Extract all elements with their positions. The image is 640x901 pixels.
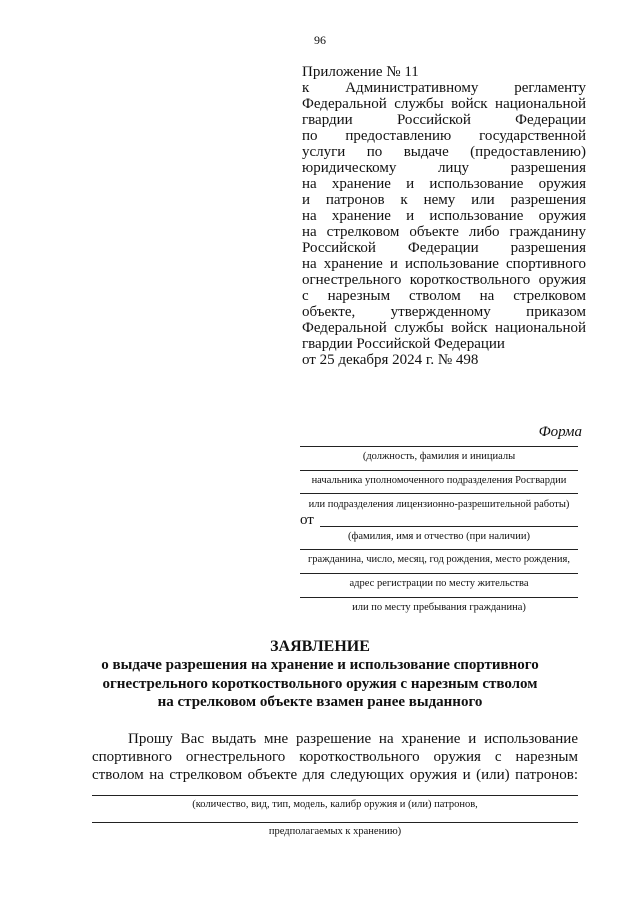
appendix-line: юридическому лицу разрешения — [302, 160, 586, 176]
applicant-address-field[interactable] — [300, 573, 578, 574]
appendix-line: по предоставлению государственной — [302, 128, 586, 144]
body-line: Прошу Вас выдать мне разрешение на хранение и использование — [128, 731, 578, 747]
document-subtitle-line: огнестрельного короткоствольного оружия с нарезным стволом — [102, 676, 538, 692]
field-caption: (должность, фамилия и инициалы — [362, 451, 516, 462]
position-name-field[interactable] — [300, 446, 578, 447]
appendix-line: на хранение и использование спортивного — [302, 256, 586, 272]
addressee-field-3[interactable] — [300, 493, 578, 494]
appendix-header — [302, 64, 586, 368]
field-caption: предполагаемых к хранению) — [268, 826, 402, 837]
weapons-field[interactable] — [92, 795, 578, 796]
field-caption: или подразделения лицензионно-разрешительной работы) — [308, 499, 570, 510]
applicant-birth-field[interactable] — [300, 549, 578, 550]
field-caption: или по месту пребывания гражданина) — [352, 602, 526, 613]
form-label: Форма — [538, 424, 582, 440]
field-caption: гражданина, число, месяц, год рождения, место рождения, — [308, 554, 570, 565]
appendix-line: с нарезным стволом на стрелковом — [302, 288, 586, 304]
appendix-line: Российской Федерации разрешения — [302, 240, 586, 256]
appendix-line: Федеральной службы войск национальной — [302, 320, 586, 336]
appendix-line: услуги по выдаче (предоставлению) — [302, 144, 586, 160]
from-label: от — [300, 512, 314, 528]
appendix-line: гвардии Российской Федерации — [302, 112, 586, 128]
applicant-name-field[interactable] — [320, 526, 578, 527]
field-caption: (количество, вид, тип, модель, калибр оружия и (или) патронов, — [192, 799, 478, 810]
appendix-line: Приложение № 11 — [302, 64, 419, 80]
appendix-line: на хранение и использование оружия — [302, 208, 586, 224]
appendix-line: гвардии Российской Федерации — [302, 336, 505, 352]
addressee-field-2[interactable] — [300, 470, 578, 471]
document-subtitle-line: о выдаче разрешения на хранение и использование спортивного — [101, 657, 539, 673]
document-subtitle-line: на стрелковом объекте взамен ранее выданного — [157, 694, 483, 710]
appendix-line: на стрелковом объекте либо гражданину — [302, 224, 586, 240]
applicant-stay-field[interactable] — [300, 597, 578, 598]
appendix-line: объекте, утвержденному приказом — [302, 304, 586, 320]
appendix-line: и патронов к нему или разрешения — [302, 192, 586, 208]
appendix-line: огнестрельного короткоствольного оружия — [302, 272, 586, 288]
weapons-field-2[interactable] — [92, 822, 578, 823]
appendix-line: Федеральной службы войск национальной — [302, 96, 586, 112]
field-caption: адрес регистрации по месту жительства — [349, 578, 529, 589]
appendix-line: от 25 декабря 2024 г. № 498 — [302, 352, 479, 368]
page-number: 96 — [314, 33, 326, 47]
field-caption: начальника уполномоченного подразделения Росгвардии — [311, 475, 567, 486]
body-line: стволом на стрелковом объекте для следующих оружия и (или) патронов: — [92, 767, 578, 783]
field-caption: (фамилия, имя и отчество (при наличии) — [348, 531, 530, 542]
appendix-line: на хранение и использование оружия — [302, 176, 586, 192]
document-title: ЗАЯВЛЕНИЕ — [270, 638, 370, 655]
body-line: спортивного огнестрельного короткоствольного оружия с нарезным — [92, 749, 578, 765]
appendix-line: к Административному регламенту — [302, 80, 586, 96]
